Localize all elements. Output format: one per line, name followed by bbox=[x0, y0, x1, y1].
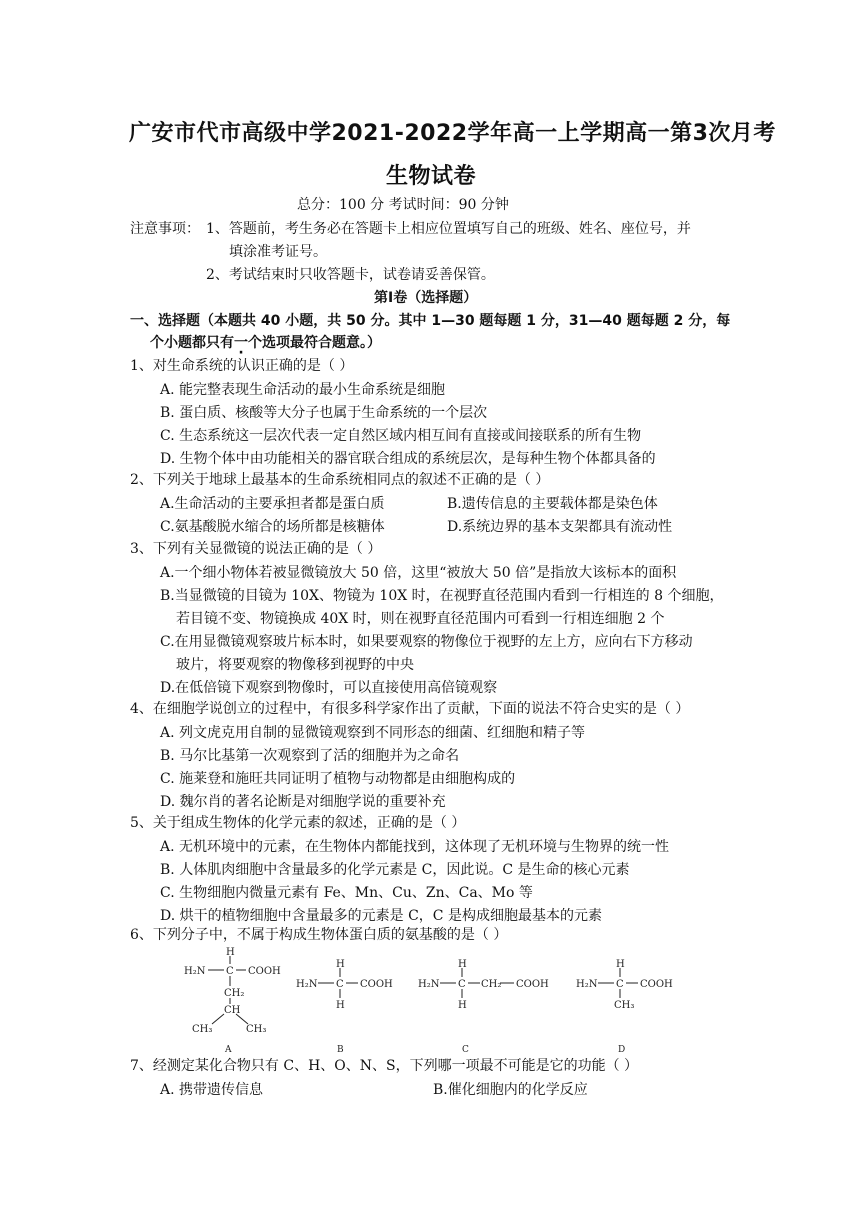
section1-line2-pre: 个小题都只有 bbox=[150, 335, 234, 351]
structure-label-c: C bbox=[462, 1045, 469, 1055]
q4-option-d: D. 魏尔肖的著名论断是对细胞学说的重要补充 bbox=[160, 794, 446, 810]
q3-option-d: D.在低倍镜下观察到物像时，可以直接使用高倍镜观察 bbox=[160, 680, 498, 696]
q1-option-b: B. 蛋白质、核酸等大分子也属于生命系统的一个层次 bbox=[160, 405, 488, 421]
svg-text:C: C bbox=[458, 979, 466, 990]
q1-option-d: D. 生物个体中由功能相关的器官联合组成的系统层次，是每种生物个体都具备的 bbox=[160, 451, 656, 467]
q3-option-a: A.一个细小物体若被显微镜放大 50 倍，这里“被放大 50 倍”是指放大该标本的面积 bbox=[160, 565, 677, 581]
q6-stem: 6、下列分子中，不属于构成生物体蛋白质的氨基酸的是（ ） bbox=[130, 927, 508, 943]
section1-line2-post: 个选项最符合题意。） bbox=[248, 335, 381, 351]
svg-text:C: C bbox=[616, 979, 624, 990]
svg-text:CH₃: CH₃ bbox=[246, 1024, 267, 1035]
q7-stem: 7、经测定某化合物只有 C、H、O、N、S，下列哪一项最不可能是它的功能（ ） bbox=[130, 1058, 639, 1074]
q3-option-c-line1: C.在用显微镜观察玻片标本时，如果要观察的物像位于视野的左上方，应向右下方移动 bbox=[160, 634, 693, 650]
svg-text:H: H bbox=[616, 959, 625, 970]
q7-option-b: B.催化细胞内的化学反应 bbox=[433, 1082, 588, 1098]
svg-text:H: H bbox=[226, 947, 235, 958]
q2-stem: 2、下列关于地球上最基本的生命系统相同点的叙述不正确的是（ ） bbox=[130, 472, 550, 488]
svg-text:COOH: COOH bbox=[640, 979, 673, 990]
q4-stem: 4、在细胞学说创立的过程中，有很多科学家作出了贡献，下面的说法不符合史实的是（ ） bbox=[130, 701, 690, 717]
structure-label-b: B bbox=[337, 1045, 344, 1055]
q7-option-a: A. 携带遗传信息 bbox=[160, 1082, 264, 1098]
note-item-1a: 1、答题前，考生务必在答题卡上相应位置填写自己的班级、姓名、座位号，并 bbox=[206, 221, 691, 237]
svg-text:COOH: COOH bbox=[516, 979, 549, 990]
q5-option-d: D. 烘干的植物细胞中含量最多的元素是 C，C 是构成细胞最基本的元素 bbox=[160, 908, 602, 924]
q3-option-b-line2: 若目镜不变、物镜换成 40X 时，则在视野直径范围内可看到一行相连细胞 2 个 bbox=[176, 611, 665, 627]
q5-option-b: B. 人体肌肉细胞中含量最多的化学元素是 C，因此说。C 是生命的核心元素 bbox=[160, 862, 630, 878]
q1-option-a: A. 能完整表现生命活动的最小生命系统是细胞 bbox=[160, 382, 446, 398]
q4-option-c: C. 施莱登和施旺共同证明了植物与动物都是由细胞构成的 bbox=[160, 771, 516, 787]
svg-text:H: H bbox=[336, 1000, 345, 1011]
svg-text:H₂N: H₂N bbox=[576, 979, 598, 990]
svg-text:H₂N: H₂N bbox=[296, 979, 318, 990]
svg-text:CH₂: CH₂ bbox=[481, 979, 502, 990]
notes-label: 注意事项： bbox=[130, 221, 200, 237]
note-item-2: 2、考试结束时只收答题卡，试卷请妥善保管。 bbox=[206, 267, 495, 283]
emphasis-dot-char: 一 bbox=[234, 335, 248, 351]
section1-line1: 一、选择题（本题共 40 小题，共 50 分。其中 1—30 题每题 1 分，31—40 题每题 2 分，每 bbox=[130, 313, 731, 329]
q3-option-c-line2: 玻片，将要观察的物像移到视野的中央 bbox=[176, 657, 414, 673]
svg-text:H: H bbox=[458, 959, 467, 970]
exam-title-line2: 生物试卷 bbox=[386, 164, 477, 189]
q4-option-a: A. 列文虎克用自制的显微镜观察到不同形态的细菌、红细胞和精子等 bbox=[160, 725, 586, 741]
svg-text:H: H bbox=[336, 959, 345, 970]
svg-text:C: C bbox=[226, 966, 234, 977]
svg-text:H₂N: H₂N bbox=[418, 979, 440, 990]
exam-title-line1: 广安市代市高级中学2021-2022学年高一上学期高一第3次月考 bbox=[129, 121, 776, 146]
svg-text:COOH: COOH bbox=[248, 966, 281, 977]
q3-option-b-line1: B.当显微镜的目镜为 10X、物镜为 10X 时，在视野直径范围内看到一行相连的 8 个细胞， bbox=[160, 588, 724, 604]
q5-option-c: C. 生物细胞内微量元素有 Fe、Mn、Cu、Zn、Ca、Mo 等 bbox=[160, 885, 533, 901]
q2-option-a: A.生命活动的主要承担者都是蛋白质 bbox=[160, 496, 385, 512]
part1-title: 第Ⅰ卷（选择题） bbox=[374, 290, 478, 306]
amino-acid-structures-figure bbox=[180, 940, 680, 1055]
q1-stem: 1、对生命系统的认识正确的是（ ） bbox=[130, 358, 354, 374]
svg-text:H: H bbox=[458, 1000, 467, 1011]
q2-option-c: C.氨基酸脱水缩合的场所都是核糖体 bbox=[160, 519, 385, 535]
q1-option-c: C. 生态系统这一层次代表一定自然区域内相互间有直接或间接联系的所有生物 bbox=[160, 428, 642, 444]
q2-option-b: B.遗传信息的主要载体都是染色体 bbox=[447, 496, 658, 512]
score-time: 总分：100 分 考试时间：90 分钟 bbox=[297, 197, 509, 213]
structure-c bbox=[440, 968, 514, 998]
q4-option-b: B. 马尔比基第一次观察到了活的细胞并为之命名 bbox=[160, 748, 460, 764]
note-item-1b: 填涂准考证号。 bbox=[229, 244, 327, 260]
q3-stem: 3、下列有关显微镜的说法正确的是（ ） bbox=[130, 541, 382, 557]
structure-label-a: A bbox=[225, 1045, 232, 1055]
svg-text:C: C bbox=[336, 979, 344, 990]
q5-stem: 5、关于组成生物体的化学元素的叙述，正确的是（ ） bbox=[130, 815, 466, 831]
section1-line2 bbox=[150, 332, 381, 352]
svg-text:CH: CH bbox=[224, 1005, 241, 1016]
svg-text:CH₃: CH₃ bbox=[192, 1024, 213, 1035]
svg-text:COOH: COOH bbox=[360, 979, 393, 990]
svg-text:H₂N: H₂N bbox=[184, 966, 206, 977]
svg-text:CH₃: CH₃ bbox=[614, 1000, 635, 1011]
svg-text:CH₂: CH₂ bbox=[224, 988, 245, 999]
q2-option-d: D.系统边界的基本支架都具有流动性 bbox=[447, 519, 673, 535]
structure-label-d: D bbox=[618, 1045, 626, 1055]
q5-option-a: A. 无机环境中的元素，在生物体内都能找到，这体现了无机环境与生物界的统一性 bbox=[160, 839, 670, 855]
